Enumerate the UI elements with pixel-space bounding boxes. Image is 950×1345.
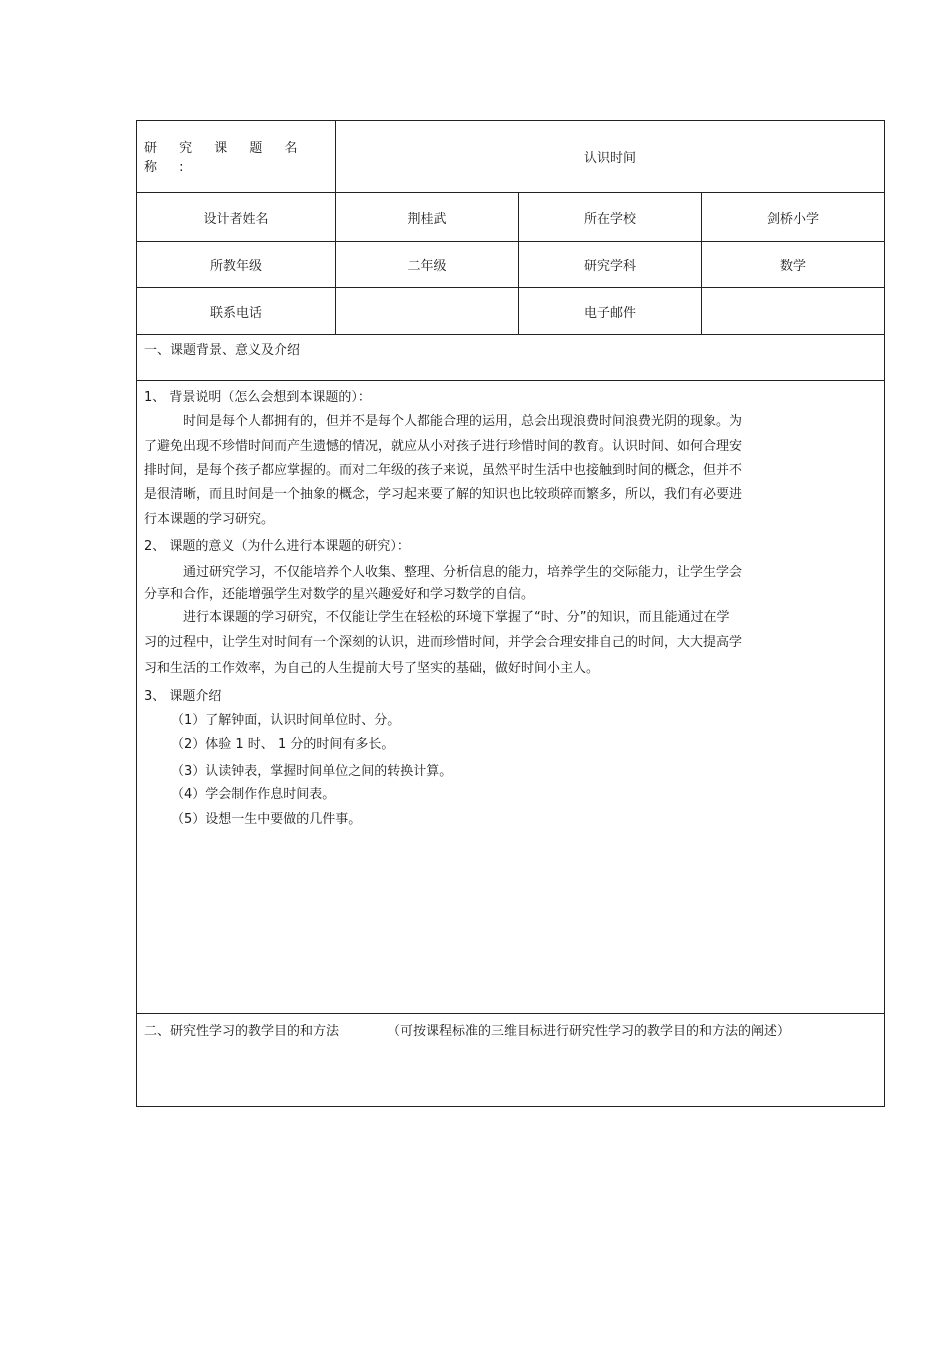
school-value: 剑桥小学 (766, 211, 819, 227)
meaning-line: 通过研究学习，不仅能培养个人收集、整理、分析信息的能力，培养学生的交际能力，让学生学会 (183, 565, 743, 580)
list-item: （2）体验 1 时、 1 分的时间有多长。 (171, 737, 395, 752)
section1-title: 一、课题背景、意义及介绍 (144, 343, 301, 358)
background-line: 时间是每个人都拥有的，但并不是每个人都能合理的运用，总会出现浪费时间浪费光阴的现象。为 (183, 414, 743, 429)
background-line: 行本课题的学习研究。 (144, 512, 275, 527)
subject-label: 研究学科 (583, 259, 636, 274)
table-border-bottom (136, 1106, 885, 1107)
meaning-line: 习和生活的工作效率，为自己的人生提前大号了坚实的基础，做好时间小主人。 (144, 661, 600, 676)
topic-label (144, 120, 334, 192)
list-item: （5）设想一生中要做的几件事。 (171, 812, 362, 827)
grade-label: 所教年级 (209, 259, 262, 274)
phone-label: 联系电话 (209, 305, 262, 321)
meaning-line: 习的过程中，让学生对时间有一个深刻的认识，进而珍惜时间，并学会合理安排自己的时间，大大提高学 (144, 635, 743, 650)
topic-value: 认识时间 (583, 150, 636, 166)
email-label: 电子邮件 (583, 305, 636, 321)
background-heading: 1、 背景说明（怎么会想到本课题的）： (144, 390, 371, 405)
intro-heading: 3、 课题介绍 (144, 689, 222, 704)
list-item: （4）学会制作作息时间表。 (171, 787, 336, 802)
subject-value: 数学 (779, 259, 806, 274)
row-divider (136, 334, 885, 335)
list-item: （1）了解钟面，认识时间单位时、分。 (171, 713, 401, 728)
section2-note: （可按课程标准的三维目标进行研究性学习的教学目的和方法的阐述） (387, 1024, 791, 1039)
meaning-heading: 2、 课题的意义（为什么进行本课题的研究）： (144, 539, 410, 554)
topic-label-text: 研 究 课 题 名 称 : (144, 141, 307, 175)
phone-value (336, 288, 518, 334)
list-item: （3）认读钟表，掌握时间单位之间的转换计算。 (171, 764, 453, 779)
background-line: 是很清晰，而且时间是一个抽象的概念，学习起来要了解的知识也比较琐碎而繁多，所以，我们有必要进 (144, 487, 743, 502)
designer-label: 设计者姓名 (203, 211, 269, 227)
meaning-line: 进行本课题的学习研究，不仅能让学生在轻松的环境下掌握了“时、分”的知识，而且能通过在学 (183, 610, 730, 625)
row-divider (136, 380, 885, 381)
section2-title: 二、研究性学习的教学目的和方法 (144, 1024, 340, 1039)
email-value (702, 288, 884, 334)
school-label: 所在学校 (583, 211, 636, 227)
designer-value: 荆桂武 (407, 211, 447, 227)
background-line: 了避免出现不珍惜时间而产生遗憾的情况，就应从小对孩子进行珍惜时间的教育。认识时间、如何合理安 (144, 439, 743, 454)
grade-value: 二年级 (407, 259, 447, 274)
table-border-right (884, 120, 885, 1106)
row-divider (136, 1013, 885, 1014)
background-line: 排时间，是每个孩子都应掌握的。而对二年级的孩子来说，虽然平时生活中也接触到时间的概念，但并不 (144, 463, 743, 478)
meaning-line: 分享和合作，还能增强学生对数学的星兴趣爱好和学习数学的自信。 (144, 587, 535, 602)
